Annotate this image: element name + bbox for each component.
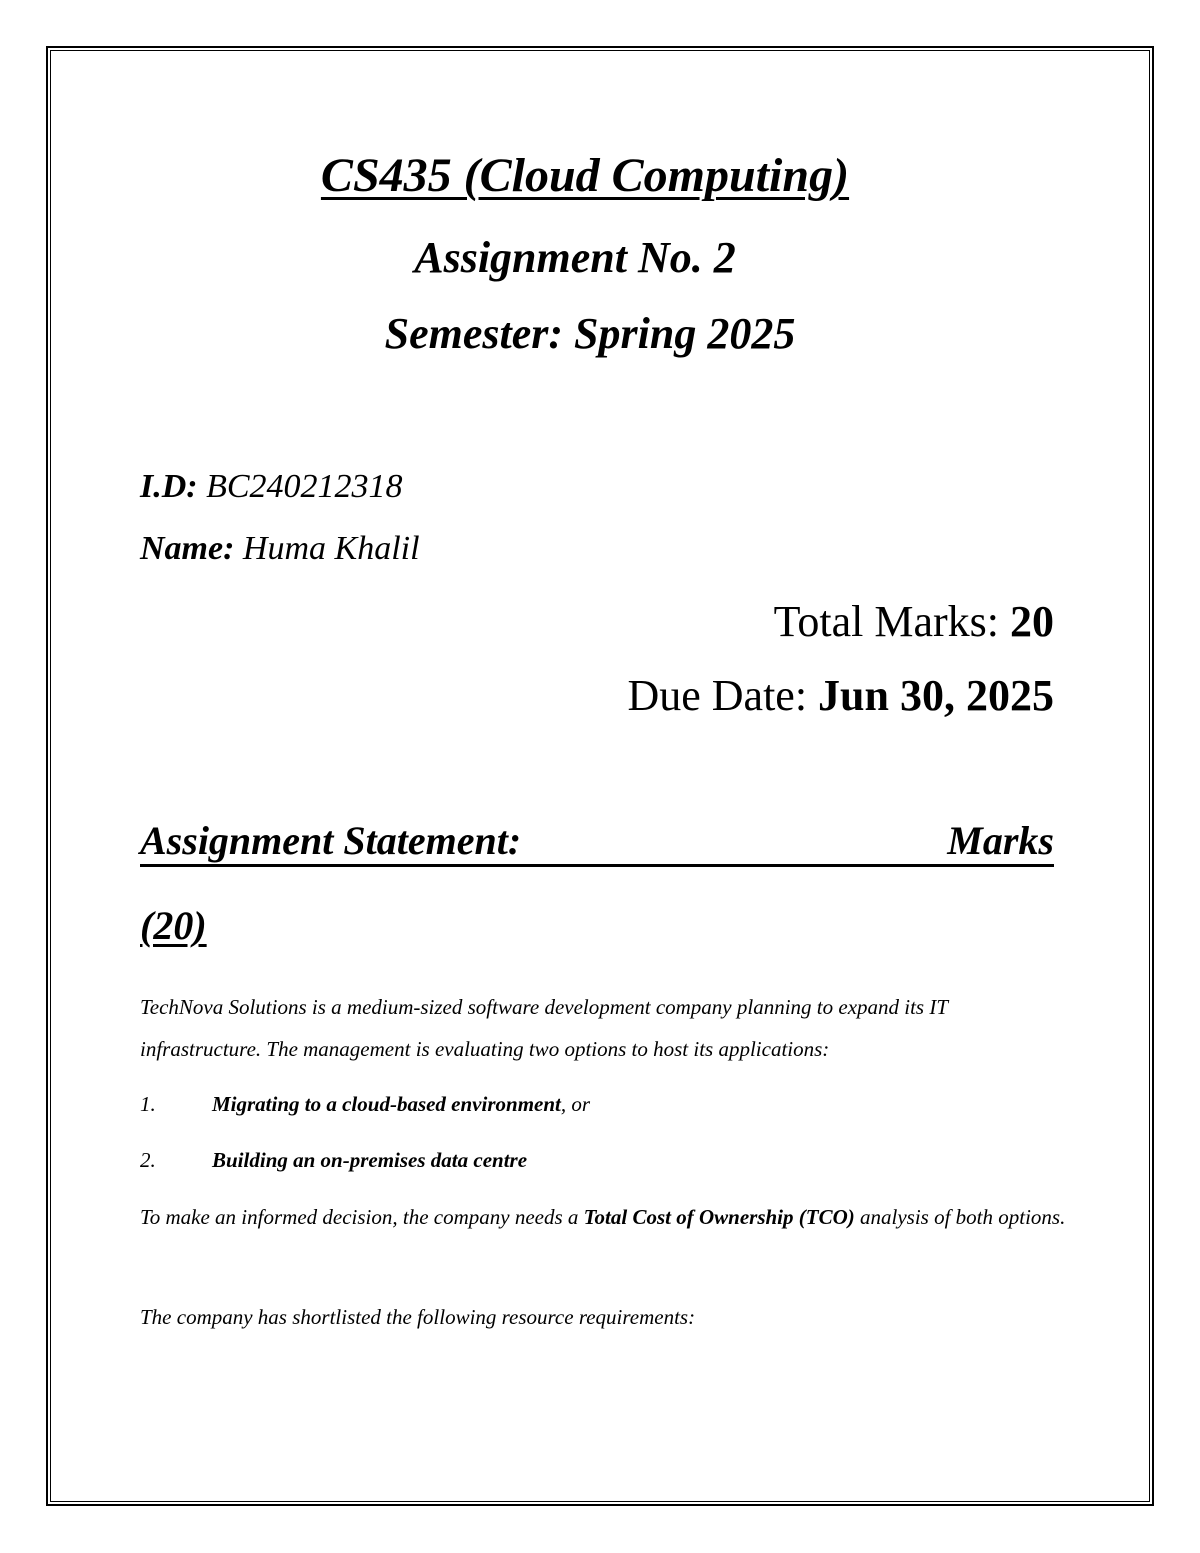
student-name-label: Name: — [140, 530, 235, 567]
list-item-text: Building an on-premises data centre — [212, 1148, 528, 1172]
statement-heading — [140, 818, 1054, 867]
list-item — [140, 1090, 590, 1118]
total-marks-value: 20 — [1010, 597, 1054, 646]
total-marks-line — [774, 596, 1054, 647]
total-marks-label: Total Marks: — [773, 597, 999, 646]
due-date-line — [627, 670, 1054, 721]
tco-text-before: To make an informed decision, the company needs a — [140, 1205, 584, 1229]
student-name-value: Huma Khalil — [242, 530, 420, 567]
course-title: CS435 (Cloud Computing) — [320, 149, 850, 202]
intro-paragraph: TechNova Solutions is a medium-sized software development company planning to expand its IT infrastructure. The management is evaluating two options to host its applications: — [140, 995, 948, 1061]
list-item-suffix: , or — [560, 1092, 591, 1116]
tco-text-bold: Total Cost of Ownership (TCO) — [583, 1205, 855, 1229]
list-item-number: 2. — [140, 1148, 156, 1172]
student-name-line — [140, 530, 420, 568]
due-date-value: Jun 30, 2025 — [818, 671, 1054, 720]
statement-heading-left: Assignment Statement: — [140, 818, 522, 863]
assignment-title: Assignment No. 2 — [414, 233, 736, 282]
tco-text-after: analysis of both options. — [854, 1205, 1066, 1229]
semester-title: Semester: Spring 2025 — [384, 309, 796, 358]
due-date-label: Due Date: — [627, 671, 808, 720]
student-id-line — [140, 468, 403, 506]
student-id-value: BC240212318 — [206, 468, 403, 505]
list-item-text: Migrating to a cloud-based environment — [212, 1092, 561, 1116]
statement-heading-right: Marks — [947, 818, 1054, 863]
statement-heading-marks: (20) — [140, 903, 207, 948]
requirements-paragraph: The company has shortlisted the following resource requirements: — [140, 1305, 696, 1329]
list-item-number: 1. — [140, 1092, 156, 1116]
list-item — [140, 1146, 527, 1174]
student-id-label: I.D: — [140, 468, 198, 505]
tco-paragraph — [140, 1196, 1070, 1238]
